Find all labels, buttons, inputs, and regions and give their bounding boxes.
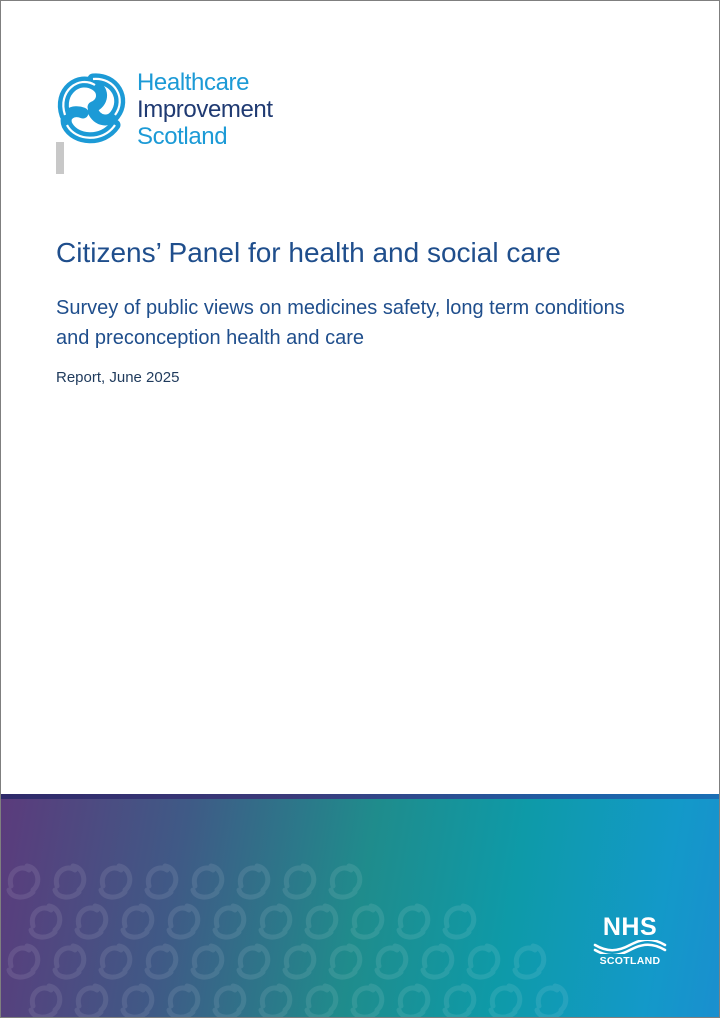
knot-pattern-icon [1, 794, 719, 1017]
logo-line-2: Improvement [137, 96, 273, 123]
document-subtitle: Survey of public views on medicines safety, long term conditions and preconception health and care [56, 297, 625, 349]
organisation-logo [53, 69, 303, 179]
logo-accent-bar [56, 142, 64, 174]
logo-line-1: Healthcare [137, 69, 250, 96]
nhs-logo-subtext: SCOTLAND [599, 955, 661, 967]
footer-banner [1, 794, 719, 1017]
report-date: Report, June 2025 [56, 369, 180, 386]
nhs-wave-icon [593, 940, 667, 954]
logo-wordmark [137, 69, 273, 150]
nhs-logo-word: NHS [602, 913, 658, 941]
nhs-scotland-logo [589, 914, 671, 974]
logo-line-3: Scotland [137, 123, 228, 150]
document-title: Citizens’ Panel for health and social care [56, 237, 561, 268]
healthcare-improvement-scotland-knot-icon [53, 69, 129, 145]
